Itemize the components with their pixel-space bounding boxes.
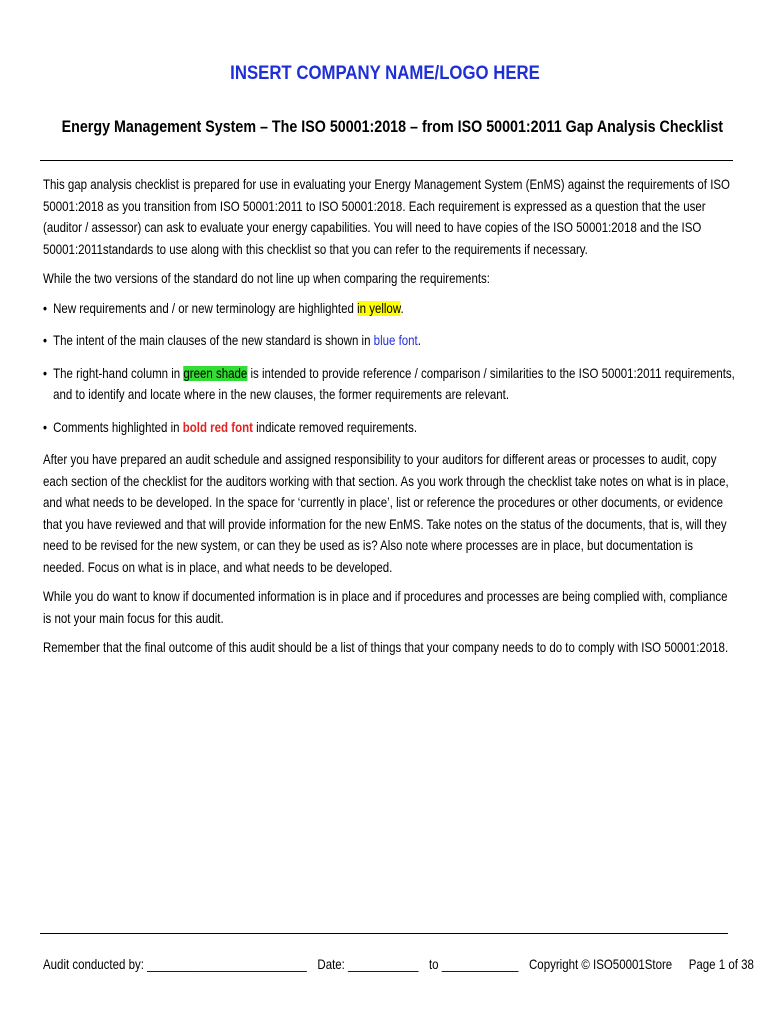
intro-paragraph: This gap analysis checklist is prepared for use in evaluating your Energy Management System (EnMS) against the requirements of ISO 50001:2018 as you transition from ISO 50001:2011 to ISO 50001:2018. Each requirement is expressed as a question that the user (auditor / assessor) can ask to evaluate your energy capabilities. You will need to have copies of the ISO 50001:2018 and the ISO 50001:2011standards to use along with this checklist so that you can refer to the requirements if necessary. (43, 177, 730, 257)
page-footer (43, 957, 754, 972)
green-shade-sample: green shade (183, 365, 248, 381)
compliance-note-paragraph: While you do want to know if documented information is in place and if procedures and processes are being complied with, compliance is not your main focus for this audit. (43, 589, 728, 626)
bullet-text-part: The intent of the main clauses of the new standard is shown in (53, 333, 374, 348)
page-number: Page 1 of 38 (688, 957, 754, 972)
bullet-icon: • (43, 300, 48, 316)
footer-divider (40, 933, 728, 934)
yellow-highlight-sample: in yellow (357, 300, 401, 316)
date-field: Date: ___________ (317, 957, 419, 972)
header-divider (40, 160, 733, 161)
bullet-text (53, 330, 421, 352)
audit-instructions-paragraph: After you have prepared an audit schedule and assigned responsibility to your auditors for different areas or processes to audit, copy each section of the checklist for the auditors working with that section. As you work through the checklist take notes on what is in place, and what needs to be developed. In the space for ‘currently in place’, list or reference the procedures or other documents, or evidence that you have reviewed and that will provide information for the new EnMS. Take notes on the status of the documents, that is, will they need to be revised for the new system, or can they be used as is? Also note where processes are in place, but documentation is needed. Focus on what is in place, and what needs to be developed. (43, 452, 729, 575)
bullet-text (53, 417, 417, 439)
bullet-icon: • (43, 333, 48, 348)
bullet-text-part: New requirements and / or new terminology are highlighted (53, 300, 358, 316)
bullet-text (53, 298, 404, 320)
bullet-item-red (43, 417, 736, 439)
copyright-notice: Copyright © ISO50001Store (529, 957, 673, 972)
bullet-item-blue (43, 330, 736, 352)
document-body (43, 174, 736, 667)
bullet-text-part: is intended to provide reference / comparison / similarities to the ISO 50001:2011 requirements, and to identify and locate where in the new clauses, the former requirements are relevant. (53, 365, 735, 402)
bullet-item-yellow (43, 298, 736, 320)
bold-red-font-sample: bold red font (182, 419, 253, 435)
audit-conducted-by-field: Audit conducted by: _________________________ (43, 957, 307, 972)
blue-font-sample: blue font (373, 333, 418, 348)
bullet-text-part: Comments highlighted in (53, 419, 183, 435)
date-to-field: to ____________ (428, 957, 519, 972)
document-title: Energy Management System – The ISO 50001:2018 – from ISO 50001:2011 Gap Analysis Checklist (61, 117, 724, 136)
bullet-text-part: . (400, 300, 404, 316)
bullet-text (53, 363, 736, 406)
bullet-text-part: The right-hand column in (53, 365, 184, 381)
bullet-icon: • (43, 419, 48, 435)
outcome-note-paragraph: Remember that the final outcome of this audit should be a list of things that your company needs to do to comply with ISO 50001:2018. (43, 640, 729, 655)
versions-note: While the two versions of the standard do not line up when comparing the requirements: (43, 271, 490, 286)
bullet-text-part: indicate removed requirements. (252, 419, 418, 435)
bullet-text-part: . (417, 333, 421, 348)
company-name-placeholder: INSERT COMPANY NAME/LOGO HERE (230, 62, 540, 84)
bullet-item-green (43, 363, 736, 406)
bullet-icon: • (43, 365, 48, 381)
